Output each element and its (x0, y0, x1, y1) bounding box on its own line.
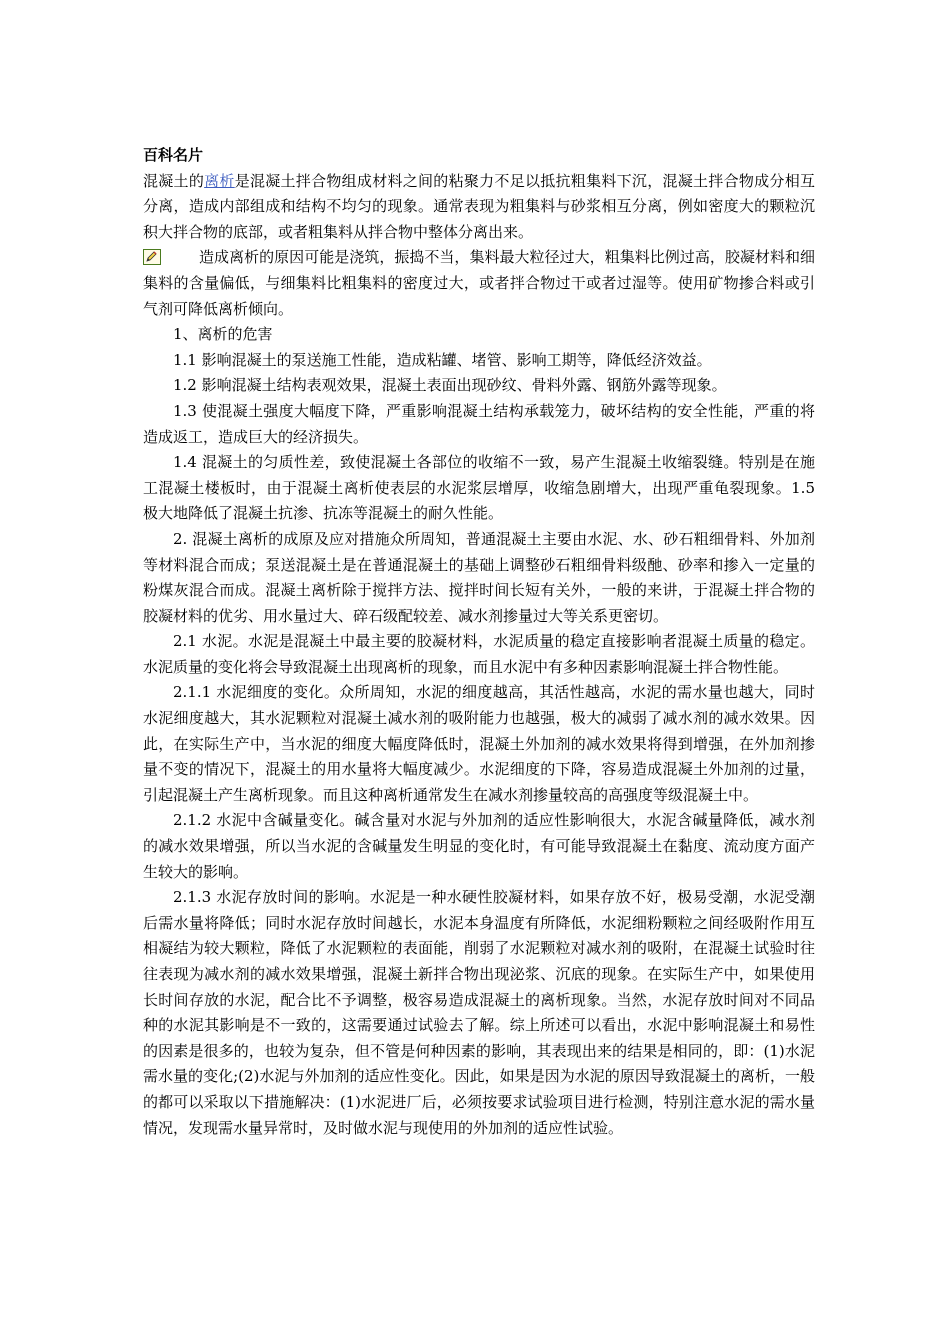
intro-prefix: 混凝土的 (143, 171, 205, 190)
paragraph-1-3: 1.3 使混凝土强度大幅度下降，严重影响混凝土结构承载笼力，破坏结构的安全性能，严重的将造成返工，造成巨大的经济损失。 (143, 401, 815, 446)
paragraph-2-1-2: 2.1.2 水泥中含碱量变化。碱含量对水泥与外加剂的适应性影响很大，水泥含碱量降低，减水剂的减水效果增强，所以当水泥的含碱量发生明显的变化时，有可能导致混凝土在黏度、流动度方面产生较大的影响。 (143, 811, 815, 881)
intro-suffix: 是混凝土拌合物组成材料之间的粘聚力不足以抵抗粗集料下沉，混凝土拌合物成分相互分离，造成内部组成和结构不均匀的现象。通常表现为粗集料与砂浆相互分离，例如密度大的颗粒沉积大拌合物的底部，或者粗集料从拌合物中整体分离出来。 (143, 171, 815, 241)
intro-paragraph (143, 169, 815, 246)
paragraph-2: 2. 混凝土离析的成原及应对措施众所周知，普通混凝土主要由水泥、水、砂石粗细骨料、外加剂等材料混合而成；泵送混凝土是在普通混凝土的基础上调整砂石粗细骨料级酏、砂率和掺入一定量的粉煤灰混合而成。混凝土离析除于搅拌方法、搅拌时间长短有关外，一般的来讲，于混凝土拌合物的胶凝材料的优劣、用水量过大、碎石级配较差、减水剂掺量过大等关系更密切。 (143, 529, 815, 625)
paragraph-2-1-3: 2.1.3 水泥存放时间的影响。水泥是一种水硬性胶凝材料，如果存放不好，极易受潮，水泥受潮后需水量将降低；同时水泥存放时间越长，水泥本身温度有所降低，水泥细粉颗粒之间经吸附作用互相凝结为较大颗粒，降低了水泥颗粒的表面能，削弱了水泥颗粒对减水剂的吸附，在混凝土试验时往往表现为减水剂的减水效果增强，混凝土新拌合物出现泌浆、沉底的现象。在实际生产中，如果使用长时间存放的水泥，配合比不予调整，极容易造成混凝土的离析现象。当然，水泥存放时间对不同品种的水泥其影响是不一致的，这需要通过试验去了解。综上所述可以看出，水泥中影响混凝土和易性的因素是很多的，也较为复杂，但不管是何种因素的影响，其表现出来的结果是相同的，即：(1)水泥需水量的变化;(2)水泥与外加剂的适应性变化。因此，如果是因为水泥的原因导致混凝土的离析，一般的都可以采取以下措施解决：(1)水泥进厂后，必须按要求试验项目进行检测，特别注意水泥的需水量情况，发现需水量异常时，及时做水泥与现使用的外加剂的适应性试验。 (143, 888, 815, 1137)
term-link[interactable]: 离析 (204, 171, 235, 190)
paragraph-1-4: 1.4 混凝土的匀质性差，致使混凝土各部位的收缩不一致，易产生混凝土收缩裂缝。特别是在施工混凝土楼板时，由于混凝土离析使表层的水泥浆层增厚，收缩急剧增大，出现严重龟裂现象。1.5 极大地降低了混凝土抗渗、抗冻等混凝土的耐久性能。 (143, 453, 815, 523)
heading-hazards: 1、离析的危害 (173, 325, 273, 344)
edit-pencil-icon[interactable] (143, 248, 161, 264)
paragraph-text: 造成离析的原因可能是浇筑，振捣不当，集料最大粒径过大，粗集料比例过高，胶凝材料和细集料的含量偏低，与细集料比粗集料的密度过大，或者拌合物过干或者过湿等。使用矿物掺合料或引气剂可降低离析倾向。 (143, 248, 815, 318)
paragraph-1-1: 1.1 影响混凝土的泵送施工性能，造成粘罐、堵管、影响工期等，降低经济效益。 (173, 350, 712, 369)
paragraph-2-1: 2.1 水泥。水泥是混凝土中最主要的胶凝材料，水泥质量的稳定直接影响者混凝土质量的稳定。水泥质量的变化将会导致混凝土出现离析的现象，而且水泥中有多种因素影响混凝土拌合物性能。 (143, 632, 815, 676)
paragraph-causes (143, 245, 815, 322)
paragraph-2-1-1: 2.1.1 水泥细度的变化。众所周知，水泥的细度越高，其活性越高，水泥的需水量也越大，同时水泥细度越大，其水泥颗粒对混凝土减水剂的吸附能力也越强，极大的减弱了减水剂的减水效果。因此，在实际生产中，当水泥的细度大幅度降低时，混凝土外加剂的减水效果将得到增强，在外加剂掺量不变的情况下，混凝土的用水量将大幅度减少。水泥细度的下降，容易造成混凝土外加剂的过量，引起混凝土产生离析现象。而且这种离析通常发生在减水剂掺量较高的高强度等级混凝土中。 (143, 683, 815, 804)
document-page (143, 143, 815, 1141)
page-title: 百科名片 (143, 146, 204, 164)
paragraph-1-2: 1.2 影响混凝土结构表观效果，混凝土表面出现砂纹、骨料外露、钢筋外露等现象。 (173, 376, 727, 395)
